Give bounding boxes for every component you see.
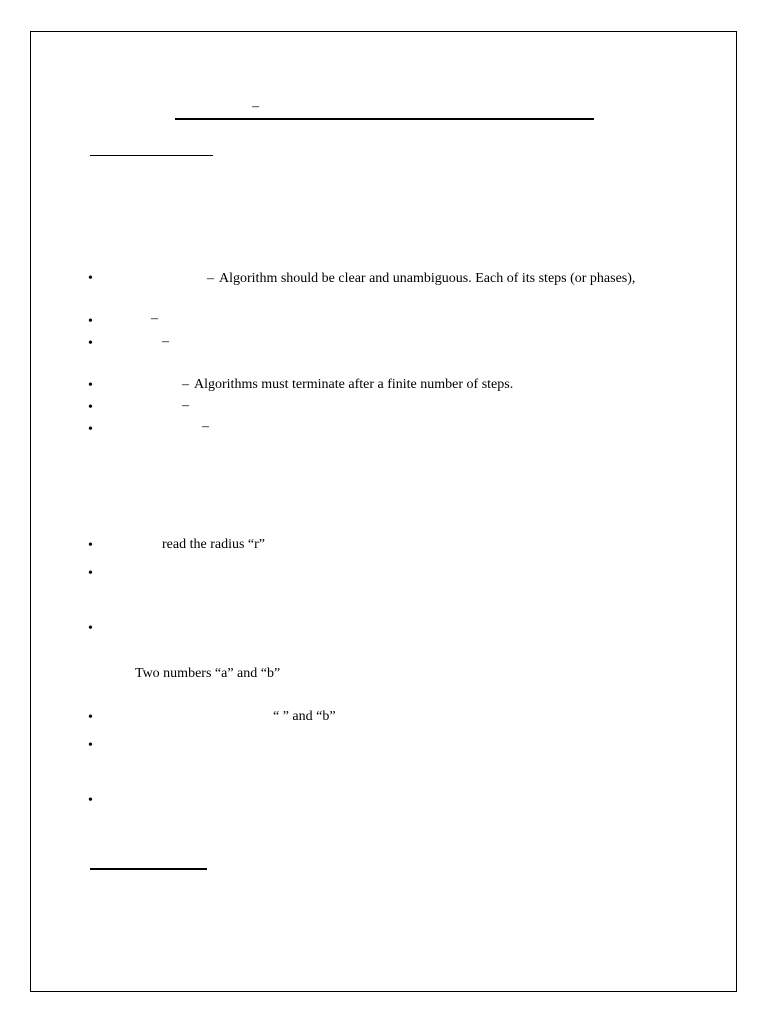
bullet-add-step2: • (88, 738, 93, 753)
add-step1-text: “ ” and “b” (273, 709, 336, 724)
independent-dash: – (202, 419, 209, 434)
page-border (30, 31, 737, 992)
feasibility-dash: – (182, 398, 189, 413)
bottom-heading-underline (90, 868, 207, 870)
add-input-line: Two numbers “a” and “b” (135, 666, 281, 681)
output-dash: – (162, 334, 169, 349)
bullet-area-step1: • (88, 538, 93, 553)
finiteness-dash: – (182, 377, 189, 392)
bullet-area-step3: • (88, 621, 93, 636)
finiteness-text: Algorithms must terminate after a finite number of steps. (194, 377, 514, 392)
bullet-add-step3: • (88, 793, 93, 808)
definiteness-text: Algorithm should be clear and unambiguous. Each of its steps (or phases), (219, 271, 636, 286)
bullet-definiteness: • (88, 271, 93, 286)
bullet-input: • (88, 314, 93, 329)
bullet-finiteness: • (88, 378, 93, 393)
title-dash: – (252, 99, 259, 114)
area-step1-text: read the radius “r” (162, 537, 265, 552)
bullet-independent: • (88, 422, 93, 437)
title-underline (175, 118, 594, 120)
definiteness-dash: – (207, 271, 214, 286)
bullet-add-step1: • (88, 710, 93, 725)
bullet-output: • (88, 336, 93, 351)
bullet-feasibility: • (88, 400, 93, 415)
section-heading-underline (90, 155, 213, 156)
bullet-area-step2: • (88, 566, 93, 581)
input-dash: – (151, 311, 158, 326)
